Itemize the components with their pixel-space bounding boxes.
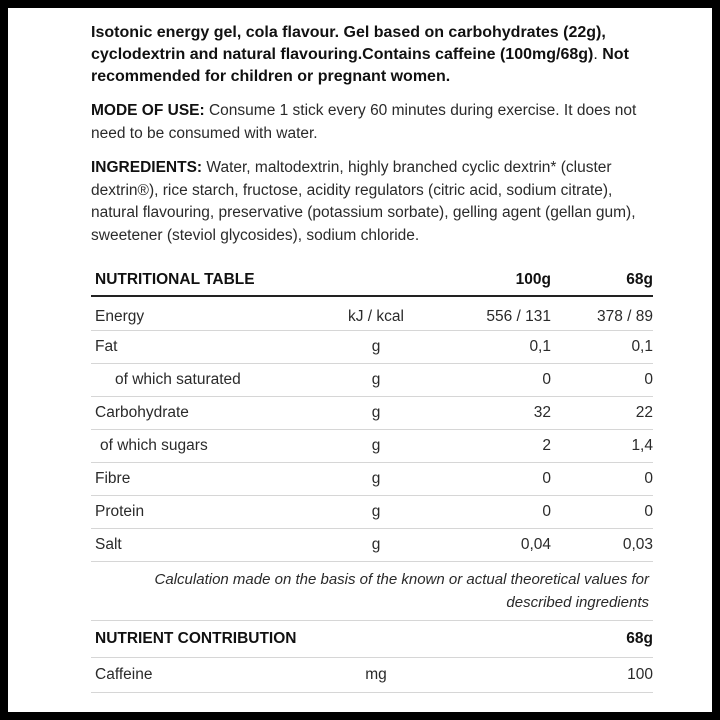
product-description-text: Isotonic energy gel, cola flavour. Gel based on carbohydrates (22g), cyclodextrin and natural flavouring.Contains caffeine (100mg/68g) xyxy=(91,24,606,63)
table-row xyxy=(91,364,653,397)
nutrient-unit: g xyxy=(311,397,441,430)
nutrient-unit: g xyxy=(311,463,441,496)
nutrient-unit: g xyxy=(311,430,441,463)
nutrient-unit: kJ / kcal xyxy=(311,296,441,331)
mode-of-use xyxy=(91,100,661,145)
nutrient-per-68g: 1,4 xyxy=(551,430,653,463)
nutrient-name: Fat xyxy=(91,331,311,364)
nutrient-per-100g: 0,1 xyxy=(441,331,551,364)
nutritional-table xyxy=(91,265,653,562)
nutrient-per-68g: 100 xyxy=(551,658,653,693)
table-row xyxy=(91,658,653,693)
nutrient-contribution-table xyxy=(91,621,653,693)
nutrient-per-68g: 0,03 xyxy=(551,529,653,562)
nutrient-per-100g: 32 xyxy=(441,397,551,430)
nutrient-unit: g xyxy=(311,331,441,364)
calculation-note: Calculation made on the basis of the known or actual theoretical values for described ingredients xyxy=(91,562,653,621)
nutrient-per-100g: 2 xyxy=(441,430,551,463)
unit-column-header xyxy=(311,621,441,658)
empty-column-header xyxy=(441,621,551,658)
nutrient-unit: g xyxy=(311,529,441,562)
nutrient-per-100g: 556 / 131 xyxy=(441,296,551,331)
nutrient-unit: mg xyxy=(311,658,441,693)
nutrient-per-68g: 0 xyxy=(551,496,653,529)
nutrient-name: Carbohydrate xyxy=(91,397,311,430)
nutrient-per-100g: 0 xyxy=(441,496,551,529)
nutrient-per-68g: 22 xyxy=(551,397,653,430)
nutritional-table-header xyxy=(91,265,653,296)
mode-of-use-text: Consume 1 stick every 60 minutes during exercise. It does not need to be consumed with water. xyxy=(91,102,637,142)
nutrient-per-100g: 0,04 xyxy=(441,529,551,562)
ingredients xyxy=(91,157,661,247)
mode-of-use-label: MODE OF USE: xyxy=(91,102,205,119)
per-68g-column-header: 68g xyxy=(551,265,653,296)
table-row xyxy=(91,397,653,430)
table-row xyxy=(91,296,653,331)
nutrient-name: Salt xyxy=(91,529,311,562)
nutrient-unit: g xyxy=(311,496,441,529)
nutrient-name: Caffeine xyxy=(91,658,311,693)
nutrient-contribution-title: NUTRIENT CONTRIBUTION xyxy=(91,621,311,658)
label-content xyxy=(91,22,661,693)
nutrient-unit: g xyxy=(311,364,441,397)
nutrient-per-68g: 0 xyxy=(551,463,653,496)
per-100g-column-header: 100g xyxy=(441,265,551,296)
table-row xyxy=(91,331,653,364)
nutrient-per-68g: 378 / 89 xyxy=(551,296,653,331)
nutrient-contribution-header xyxy=(91,621,653,658)
product-description xyxy=(91,22,661,88)
nutrient-per-68g: 0,1 xyxy=(551,331,653,364)
nutritional-table-title: NUTRITIONAL TABLE xyxy=(91,265,311,296)
nutrient-name: Fibre xyxy=(91,463,311,496)
nutrient-name: of which saturated xyxy=(91,364,311,397)
nutrient-name: of which sugars xyxy=(91,430,311,463)
table-row xyxy=(91,496,653,529)
per-68g-column-header: 68g xyxy=(551,621,653,658)
product-warning-text: Not recommended for children or pregnant women. xyxy=(91,46,629,85)
nutrient-name: Energy xyxy=(91,296,311,331)
ingredients-text: Water, maltodextrin, highly branched cyclic dextrin* (cluster dextrin®), rice starch, fructose, acidity regulators (citric acid, sodium citrate), natural flavouring, preservative (potassium sorbate), gelling agent (gellan gum), sweetener (steviol glycosides), sodium chloride. xyxy=(91,159,636,244)
product-description-period: . xyxy=(593,46,598,63)
table-row xyxy=(91,463,653,496)
unit-column-header xyxy=(311,265,441,296)
nutrient-per-100g: 0 xyxy=(441,463,551,496)
nutrient-name: Protein xyxy=(91,496,311,529)
table-row xyxy=(91,529,653,562)
nutrient-per-100g: 0 xyxy=(441,364,551,397)
label-card xyxy=(8,8,712,712)
empty-cell xyxy=(441,658,551,693)
table-row xyxy=(91,430,653,463)
ingredients-label: INGREDIENTS: xyxy=(91,159,203,176)
nutrient-per-68g: 0 xyxy=(551,364,653,397)
